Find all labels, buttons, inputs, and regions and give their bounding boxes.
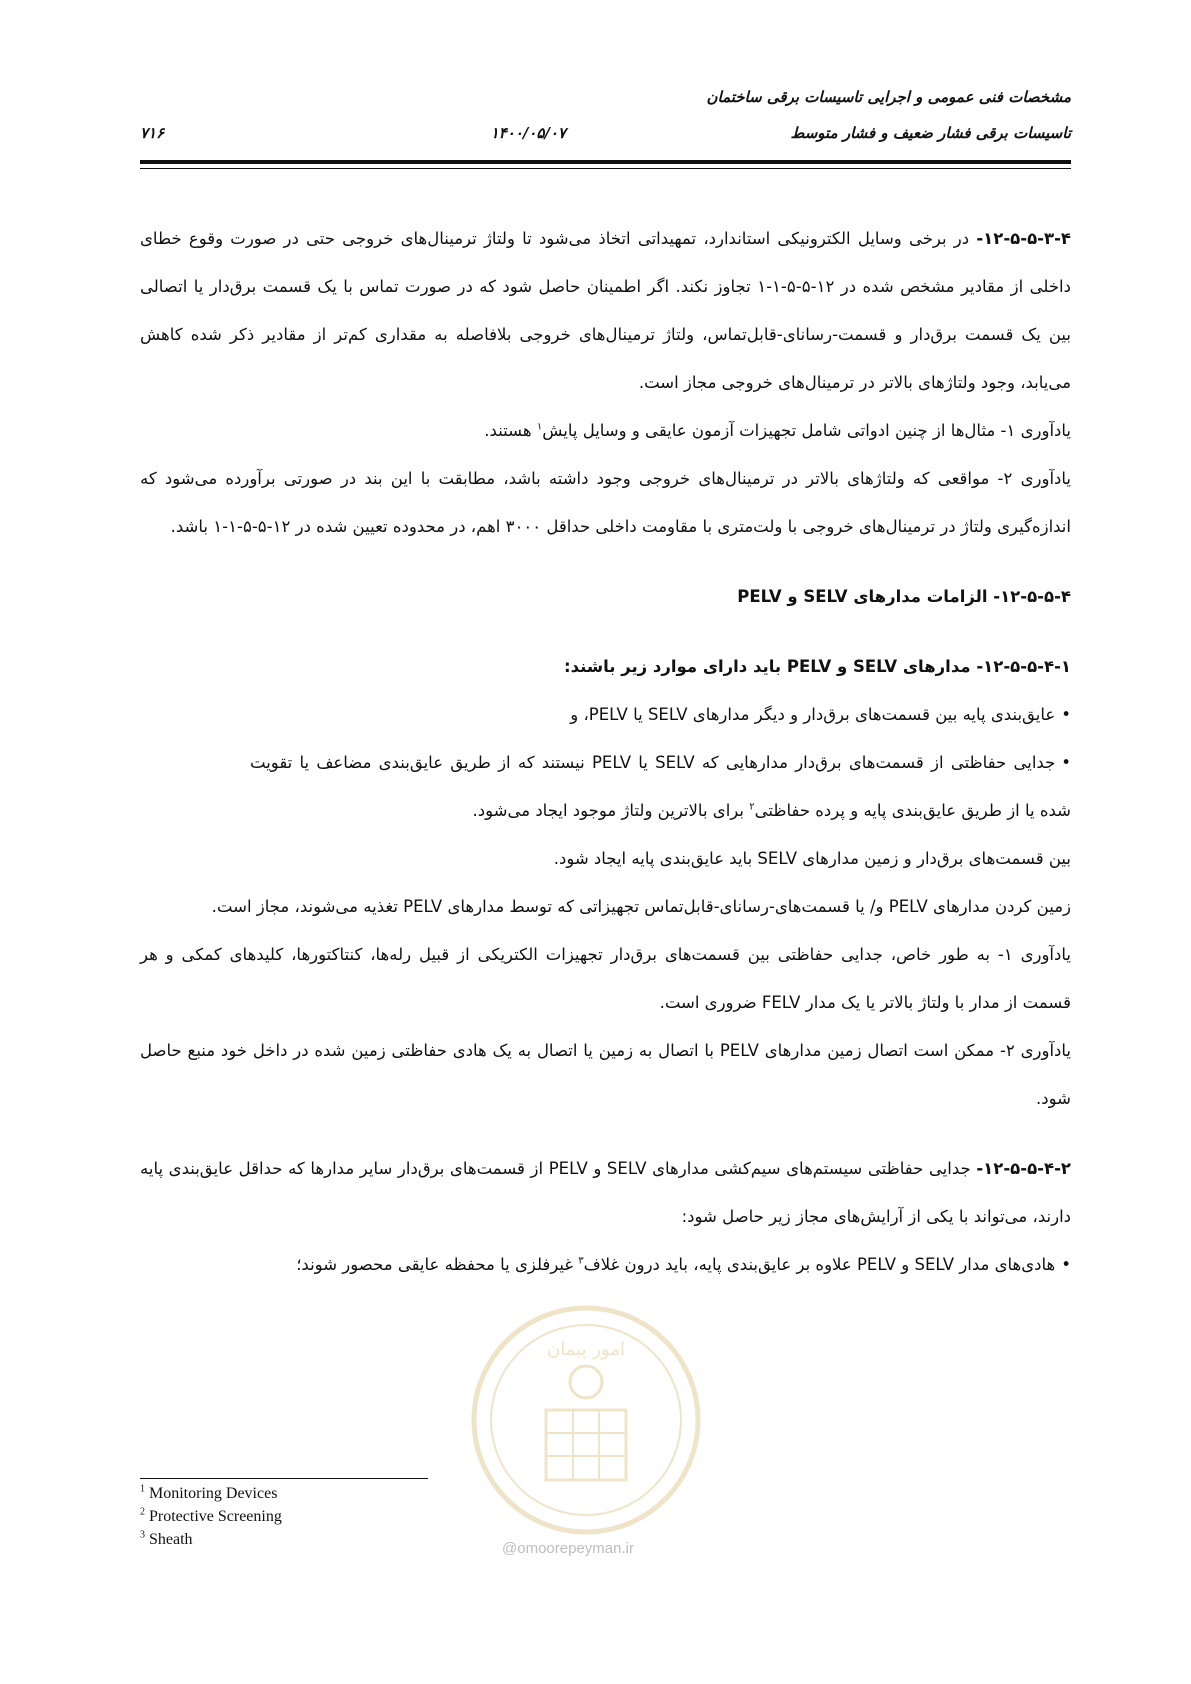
header-date: ۱۴۰۰/۰۵/۰۷ (490, 124, 566, 142)
header-title: مشخصات فنی عمومی و اجرایی تاسیسات برقی ساختمان (706, 88, 1071, 106)
note-text: یادآوری ۱- مثال‌ها از چنین ادواتی شامل تجهیزات آزمون عایقی و وسایل پایش (542, 421, 1071, 440)
clause-number: ۱۲-۵-۵-۴-۲- (976, 1159, 1071, 1178)
bullet-icon: • (1061, 1255, 1071, 1274)
bullet-icon: • (1061, 753, 1072, 772)
watermark-site: @omoorepeyman.ir (502, 1540, 634, 1557)
clause-number: ۱۲-۵-۵-۳-۴- (976, 229, 1071, 248)
paragraph-12-5-5-4-2 (140, 1145, 1071, 1241)
footnotes (140, 1482, 282, 1551)
note-2: یادآوری ۲- مواقعی که ولتاژهای بالاتر در ترمینال‌های خروجی وجود داشته باشد، مطابقت با این بند در صورتی برآورده می‌شود که اندازه‌گیری ولتاژ در ترمینال‌های خروجی با ولت‌متری با مقاومت داخلی حداقل ۳۰۰۰ اهم، در محدوده تعیین شده در ۱۲-۵-۵-۱-۱ باشد. (140, 469, 1071, 536)
paragraph-text: جدایی حفاظتی سیستم‌های سیم‌کشی مدارهای SELV و PELV از قسمت‌های برق‌دار سایر مدارها که حداقل عایق‌بندی پایه دارند، می‌تواند با یکی از آرایش‌های مجاز زیر حاصل شود: (140, 1159, 1071, 1226)
note-3: یادآوری ۱- به طور خاص، جدایی حفاظتی بین قسمت‌های برق‌دار تجهیزات الکتریکی از قبیل رله‌ها، کنتاکتورها، کلیدهای کمکی و هر قسمت از مدار با ولتاژ بالاتر یا یک مدار FELV ضروری است. (140, 945, 1071, 1012)
paragraph-text: در برخی وسایل الکترونیکی استاندارد، تمهیداتی اتخاذ می‌شود تا ولتاژ ترمینال‌های خروجی حتی در صورت وقوع خطای داخلی از مقادیر مشخص شده در ۱۲-۵-۵-۱-۱ تجاوز نکند. اگر اطمینان حاصل شود که در صورت تماس با یک قسمت برق‌دار یا اتصالی بین یک قسمت برق‌دار و قسمت-رسانای-قابل‌تماس، ولتاژ ترمینال‌های خروجی بلافاصله به مقداری کم‌تر از مقادیر ذکر شده کاهش می‌یابد، وجود ولتاژهای بالاتر در ترمینال‌های خروجی مجاز است. (140, 229, 1071, 392)
footnote-text: Sheath (149, 1531, 193, 1548)
footnote-ref-1: ۱ (536, 421, 543, 433)
header-rule-thick (140, 160, 1071, 164)
footnote-number: 2 (140, 1506, 145, 1518)
bullet-icon: • (1061, 705, 1071, 724)
note-tail: هستند. (484, 421, 537, 440)
paragraph-pelv-earthing: زمین کردن مدارهای PELV و/ یا قسمت‌های-رسانای-قابل‌تماس تجهیزاتی که توسط مدارهای PELV تغذیه می‌شوند، مجاز است. (211, 897, 1071, 916)
watermark-logo-text: امور پیمان (547, 1339, 625, 1360)
footnote-3 (140, 1528, 282, 1551)
footnote-text: Protective Screening (149, 1508, 282, 1525)
document-body (140, 215, 1071, 1289)
bullet-text: هادی‌های مدار SELV و PELV علاوه بر عایق‌بندی پایه، باید درون غلاف (583, 1255, 1056, 1274)
footnote-ref-3: ۳ (578, 1255, 584, 1267)
paragraph-12-5-5-3-4 (140, 215, 1071, 407)
page-number: ۷۱۶ (140, 124, 165, 142)
page-header (140, 80, 1071, 172)
section-heading-12-5-5-4-1: ۱۲-۵-۵-۴-۱- مدارهای SELV و PELV باید دارای موارد زیر باشند: (563, 657, 1071, 676)
footnote-2 (140, 1505, 282, 1528)
section-heading-12-5-5-4: ۱۲-۵-۵-۴- الزامات مدارهای SELV و PELV (737, 587, 1071, 606)
bullet-text: جدایی حفاظتی از قسمت‌های برق‌دار مدارهایی که SELV یا PELV نیستند که از طریق عایق‌بندی مضاعف یا تقویت شده یا از طریق عایق‌بندی پایه و پرده حفاظتی (250, 753, 1071, 820)
header-rule-thin (140, 168, 1071, 169)
bullet-item-1 (140, 691, 1071, 739)
paragraph-selv-earth: بین قسمت‌های برق‌دار و زمین مدارهای SELV باید عایق‌بندی پایه ایجاد شود. (553, 849, 1071, 868)
spacer (140, 1123, 1071, 1145)
footnote-number: 1 (140, 1483, 145, 1495)
watermark-logo-icon (466, 1300, 706, 1540)
footnote-text: Monitoring Devices (149, 1485, 278, 1502)
bullet-text: عایق‌بندی پایه بین قسمت‌های برق‌دار و دیگر مدارهای SELV یا PELV، و (570, 705, 1056, 724)
footnote-1 (140, 1482, 282, 1505)
bullet-tail: برای بالاترین ولتاژ موجود ایجاد می‌شود. (472, 801, 750, 820)
bullet-item-2 (140, 739, 1071, 835)
note-4: یادآوری ۲- ممکن است اتصال زمین مدارهای PELV با اتصال به زمین یا اتصال به یک هادی حفاظتی زمین شده در داخل خود منبع حاصل شود. (140, 1041, 1072, 1108)
note-1 (140, 407, 1071, 455)
bullet-tail: غیرفلزی یا محفظه عایقی محصور شوند؛ (296, 1255, 579, 1274)
footnote-number: 3 (140, 1529, 145, 1541)
footnote-separator (140, 1478, 428, 1479)
footnote-ref-2: ۲ (749, 801, 755, 813)
bullet-item-3 (140, 1241, 1071, 1289)
header-subtitle: تاسیسات برقی فشار ضعیف و فشار متوسط (790, 124, 1071, 142)
